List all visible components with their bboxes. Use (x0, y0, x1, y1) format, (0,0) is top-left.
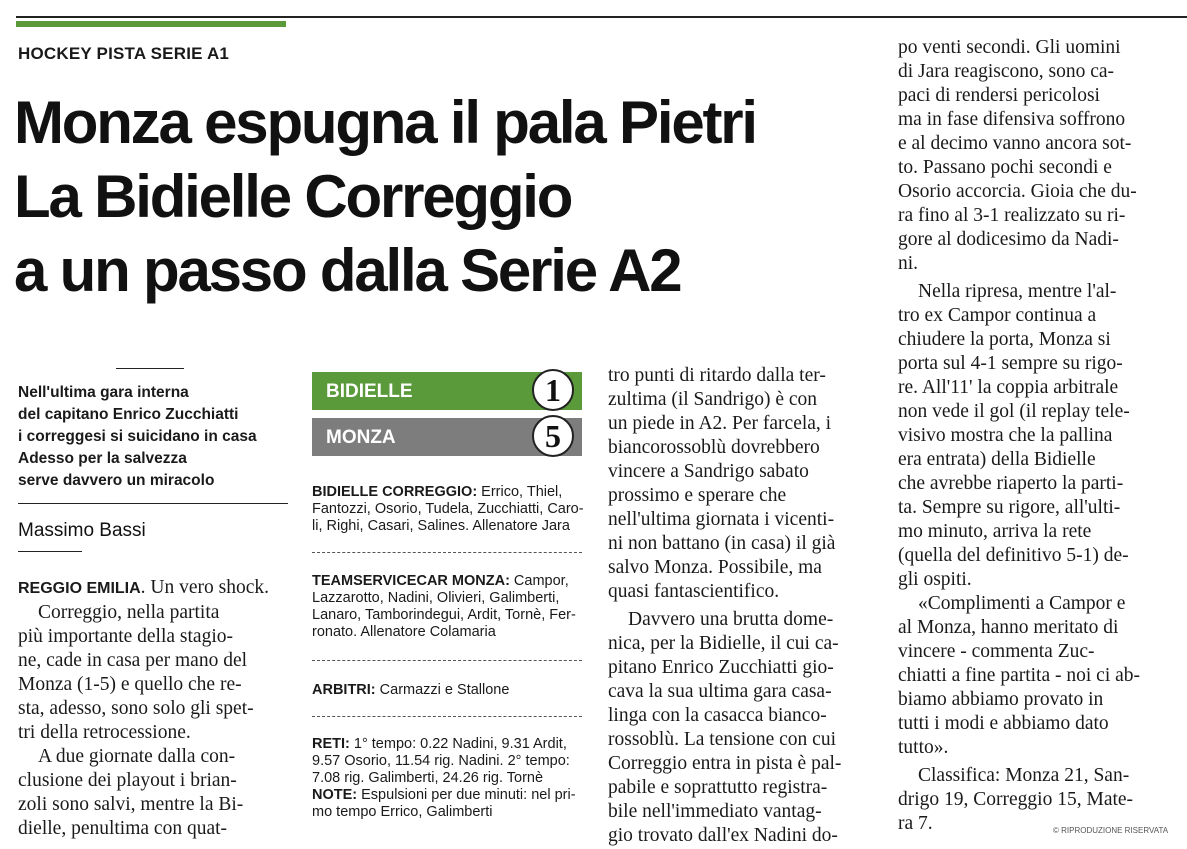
article-line: clusione dei playout i brian- (18, 770, 237, 791)
headline-line: a un passo dalla Serie A2 (14, 237, 681, 304)
article-line: linga con la casacca bianco- (608, 705, 827, 726)
copyright-notice: © RIPRODUZIONE RISERVATA (1053, 826, 1169, 835)
section-kicker: HOCKEY PISTA SERIE A1 (18, 44, 230, 63)
article-line: chiudere la porta, Monza si (898, 329, 1111, 350)
score-row-home (312, 372, 582, 410)
article-line: drigo 19, Correggio 15, Mate- (898, 789, 1134, 810)
summary-line: serve davvero un miracolo (18, 472, 215, 489)
article-line: era entrata) della Bidielle (898, 449, 1096, 470)
away-score: 5 (532, 415, 574, 457)
article-line: gli ospiti. (898, 569, 972, 590)
goals-line: 9.57 Osorio, 11.54 rig. Nadini. 2° tempo: (312, 753, 570, 769)
summary-line: Adesso per la salvezza (18, 450, 187, 467)
box-divider (312, 660, 582, 661)
article-line: più importante della stagio- (18, 626, 233, 647)
goals-line: 7.08 rig. Galimberti, 24.26 rig. Tornè (312, 770, 544, 786)
author-rule (18, 551, 82, 552)
article-line: biamo abbiamo provato in (898, 689, 1104, 710)
article-line: Correggio entra in pista è pal- (608, 753, 842, 774)
article-line: gio trovato dall'ex Nadini do- (608, 825, 838, 846)
article-column-4 (898, 36, 1180, 836)
article-line: che avrebbe riaperto la parti- (898, 473, 1124, 494)
article-line: biancorossoblù dovrebbero (608, 437, 820, 458)
lineup-line: Lazzarotto, Nadini, Olivieri, Galimberti, (312, 590, 560, 606)
home-score: 1 (532, 369, 574, 411)
summary-line: i correggesi si suicidano in casa (18, 428, 257, 445)
lineup-monza: TEAMSERVICECAR MONZA: Campor, Lazzarotto, Nadini, Olivieri, Galimberti, Lanaro, Tamborindegui, Ardit, Tornè, Fer- ronato. Allenatore Colamaria (312, 573, 582, 641)
lineup-label: TEAMSERVICECAR MONZA: (312, 573, 510, 589)
article-line: di Jara reagiscono, sono ca- (898, 61, 1115, 82)
article-line: e al decimo vanno ancora sot- (898, 133, 1132, 154)
summary-line: del capitano Enrico Zucchiatti (18, 406, 239, 423)
lineup-line: Lanaro, Tamborindegui, Ardit, Tornè, Fer- (312, 607, 576, 623)
box-divider (312, 716, 582, 717)
lineup-line: ronato. Allenatore Colamaria (312, 624, 496, 640)
article-line: A due giornate dalla con- (38, 746, 236, 767)
article-line: Davvero una brutta dome- (628, 609, 834, 630)
summary-top-rule (116, 368, 184, 369)
article-line: salvo Monza. Possibile, ma (608, 557, 822, 578)
article-line: zoli sono salvi, mentre la Bi- (18, 794, 244, 815)
article-line: ra fino al 3-1 realizzato su ri- (898, 205, 1126, 226)
article-line: po venti secondi. Gli uomini (898, 37, 1121, 58)
article-line: non vede il gol (il replay tele- (898, 401, 1130, 422)
dateline: REGGIO EMILIA (18, 580, 141, 597)
article-line: re. All'11' la coppia arbitrale (898, 377, 1119, 398)
article-line: tutti i modi e abbiamo dato (898, 713, 1109, 734)
article-line: prossimo e sperare che (608, 485, 787, 506)
article-line: vincere - commenta Zuc- (898, 641, 1095, 662)
notes-label: NOTE: (312, 787, 358, 803)
article-line: mo minuto, arriva la rete (898, 521, 1092, 542)
article-line: nell'ultima giornata i vicenti- (608, 509, 835, 530)
lineup-line: li, Righi, Casari, Salines. Allenatore Jara (312, 518, 570, 534)
article-line: un piede in A2. Per farcela, i (608, 413, 832, 434)
article-line: nica, per la Bidielle, il cui ca- (608, 633, 839, 654)
article-line: to. Passano pochi secondi e (898, 157, 1112, 178)
article-line: ni non battano (in casa) il già (608, 533, 836, 554)
article-line: Osorio accorcia. Gioia che du- (898, 181, 1137, 202)
article-line: paci di rendersi pericolosi (898, 85, 1100, 106)
author-byline: Massimo Bassi (18, 520, 146, 541)
article-line: ta. Sempre su rigore, all'ulti- (898, 497, 1121, 518)
article-line: quasi fantascientifico. (608, 581, 780, 602)
home-team-name: BIDIELLE (326, 381, 413, 402)
notes-line: mo tempo Errico, Galimberti (312, 804, 493, 820)
article-line: REGGIO EMILIA. Un vero shock. (18, 577, 270, 598)
article-line: dielle, penultima con quat- (18, 818, 228, 839)
headline (14, 86, 884, 308)
article-line: pitano Enrico Zucchiatti gio- (608, 657, 834, 678)
article-line: «Complimenti a Campor e (918, 593, 1126, 614)
article-line: tri della retrocessione. (18, 722, 191, 743)
article-line: gore al dodicesimo da Nadi- (898, 229, 1119, 250)
article-line: bile nell'immediato vantag- (608, 801, 822, 822)
lineup-line: Fantozzi, Osorio, Tudela, Zucchiatti, Caro- (312, 501, 584, 517)
article-line: pabile e soprattutto registra- (608, 777, 828, 798)
away-team-name: MONZA (326, 427, 396, 448)
article-column-3 (608, 364, 880, 848)
article-line: chiatti a fine partita - noi ci ab- (898, 665, 1141, 686)
article-line: ne, cade in casa per mano del (18, 650, 248, 671)
section-accent-bar (16, 21, 286, 27)
article-line: cava la sua ultima gara casa- (608, 681, 832, 702)
article-column-1 (18, 576, 288, 841)
lineup-label: BIDIELLE CORREGGIO: (312, 484, 478, 500)
article-line: vincere a Sandrigo sabato (608, 461, 809, 482)
article-line: tro punti di ritardo dalla ter- (608, 365, 826, 386)
article-line: ma in fase difensiva soffrono (898, 109, 1126, 130)
article-line: Nella ripresa, mentre l'al- (918, 281, 1117, 302)
score-row-away (312, 418, 582, 456)
article-line: tutto». (898, 737, 949, 758)
summary-line: Nell'ultima gara interna (18, 384, 189, 401)
article-line: ni. (898, 253, 919, 274)
article-line: tro ex Campor continua a (898, 305, 1097, 326)
article-line: rossoblù. La tensione con cui (608, 729, 836, 750)
article-line: visivo mostra che la pallina (898, 425, 1113, 446)
summary (18, 382, 288, 492)
goals-label: RETI: (312, 736, 350, 752)
article-line: sta, adesso, sono solo gli spet- (18, 698, 254, 719)
summary-bottom-rule (18, 503, 288, 504)
referees: ARBITRI: Carmazzi e Stallone (312, 682, 510, 698)
article-line: zultima (il Sandrigo) è con (608, 389, 818, 410)
article-line: al Monza, hanno meritato di (898, 617, 1119, 638)
box-divider (312, 552, 582, 553)
referees-label: ARBITRI: (312, 682, 376, 698)
lineup-bidielle: BIDIELLE CORREGGIO: Errico, Thiel, Fantozzi, Osorio, Tudela, Zucchiatti, Caro- li, Righi, Casari, Salines. Allenatore Jara (312, 484, 584, 534)
goals: RETI: 1° tempo: 0.22 Nadini, 9.31 Ardit, 9.57 Osorio, 11.54 rig. Nadini. 2° tempo: 7.08 rig. Galimberti, 24.26 rig. Tornè NOTE: Espulsioni per due minuti: nel pri- mo tempo Errico, Galimberti (312, 736, 582, 821)
article-line: Classifica: Monza 21, San- (918, 765, 1130, 786)
article-line: Monza (1-5) e quello che re- (18, 674, 242, 695)
article-line: Correggio, nella partita (38, 602, 220, 623)
article-line: ra 7. (898, 813, 933, 834)
top-rule (16, 16, 1187, 18)
headline-line: La Bidielle Correggio (14, 163, 572, 230)
article-line: porta sul 4-1 sempre su rigo- (898, 353, 1123, 374)
article-line: (quella del definitivo 5-1) de- (898, 545, 1129, 566)
headline-line: Monza espugna il pala Pietri (14, 89, 756, 156)
